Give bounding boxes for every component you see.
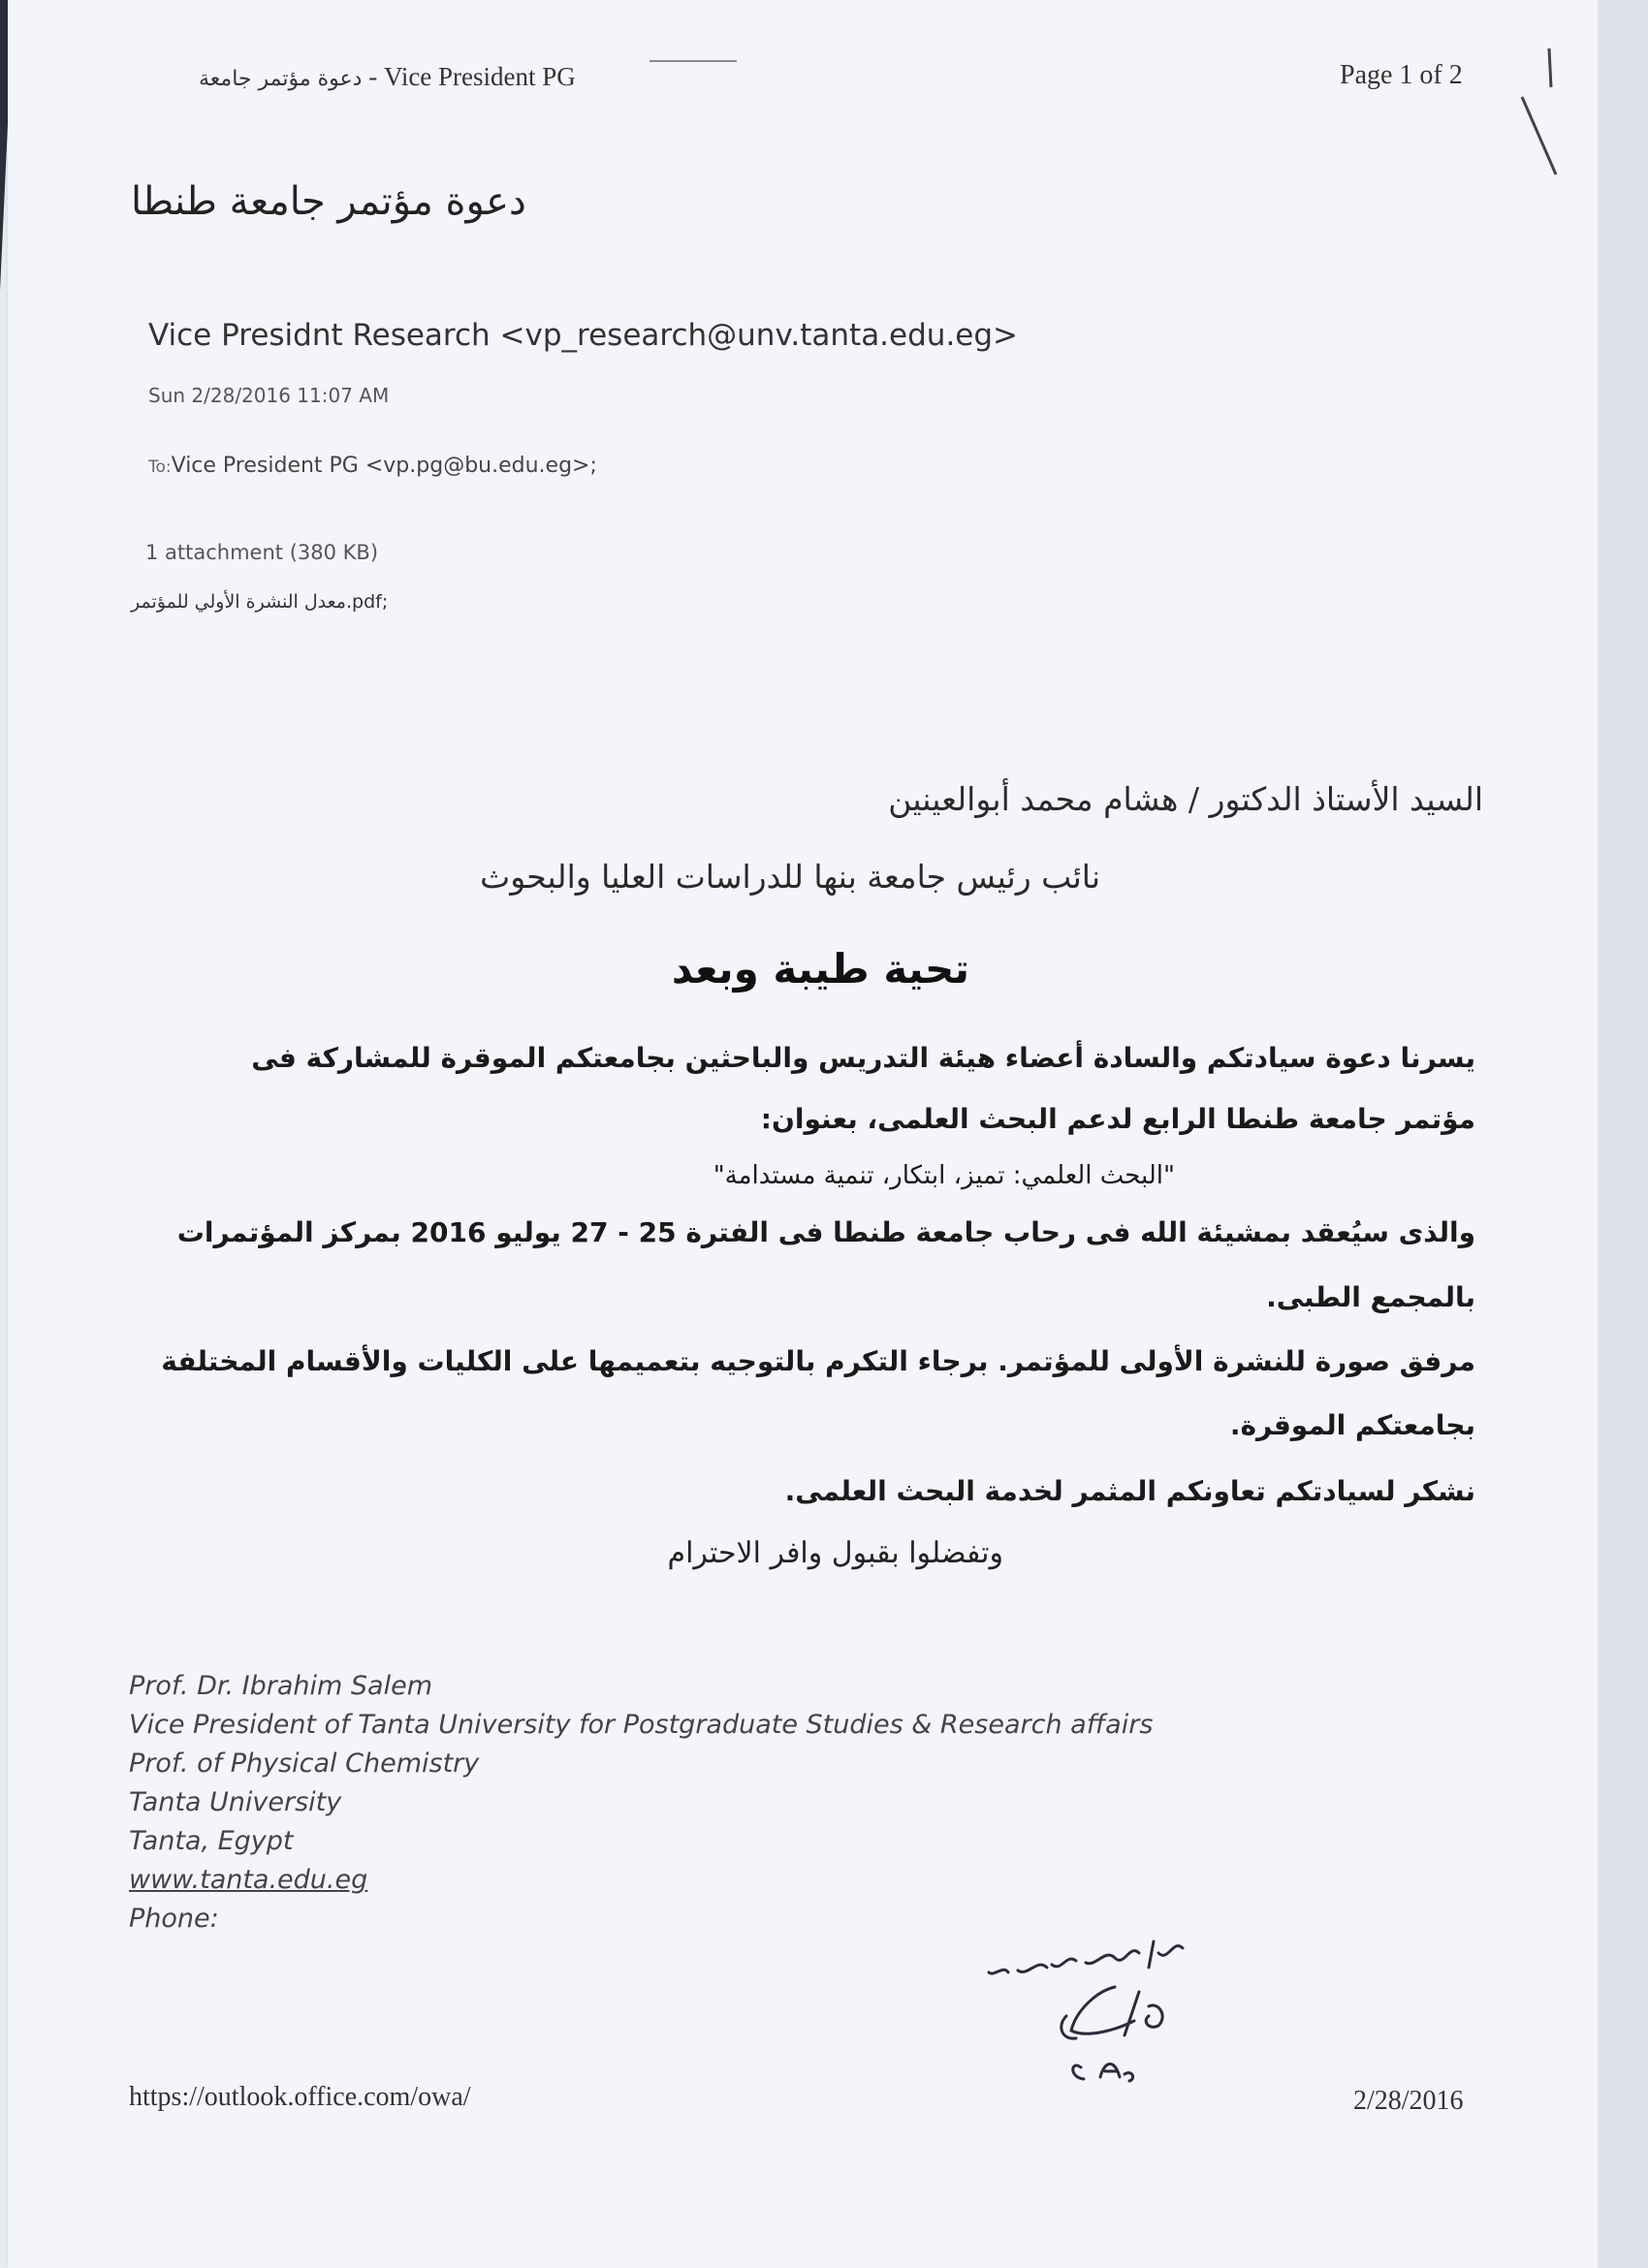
- signature-university: Tanta University: [129, 1787, 342, 1817]
- pen-mark: [1512, 48, 1580, 184]
- conference-theme: "البحث العلمي: تميز، ابتكار، تنمية مستدامة": [713, 1161, 1175, 1190]
- print-header-title-arabic: دعوة مؤتمر جامعة: [199, 67, 363, 91]
- footer-date: 2/28/2016: [1353, 2086, 1464, 2116]
- email-sender: Vice Presidnt Research <vp_research@unv.tanta.edu.eg>: [148, 318, 1019, 353]
- attachment-count: 1 attachment (380 KB): [145, 541, 379, 564]
- letter-line: بجامعتكم الموقرة.: [1229, 1409, 1475, 1441]
- signature-position: Vice President of Tanta University for Postgraduate Studies & Research affairs: [129, 1710, 1154, 1740]
- signature-website-link[interactable]: www.tanta.edu.eg: [129, 1865, 368, 1895]
- letter-salutation: السيد الأستاذ الدكتور / هشام محمد أبوالعينين: [888, 780, 1483, 818]
- email-to-label: To:: [148, 457, 172, 477]
- handwritten-annotation: [979, 1924, 1212, 2089]
- attachment-file-name: معدل النشرة الأولي للمؤتمر.pdf;: [131, 591, 389, 613]
- scanner-margin-strip: [1598, 0, 1648, 2268]
- print-header-title-separator: -: [362, 62, 384, 91]
- header-pen-stroke: [650, 60, 737, 62]
- letter-line: مؤتمر جامعة طنطا الرابع لدعم البحث العلمى، بعنوان:: [760, 1103, 1475, 1135]
- letter-line: نشكر لسيادتكم تعاونكم المثمر لخدمة البحث العلمى.: [784, 1475, 1475, 1507]
- signature-phone-label: Phone:: [129, 1904, 219, 1934]
- print-header-title: [199, 62, 576, 92]
- email-recipient-line: [148, 454, 597, 478]
- email-recipient: Vice President PG <vp.pg@bu.edu.eg>;: [171, 454, 597, 478]
- print-header-title-sender: Vice President PG: [383, 62, 576, 91]
- email-subject: دعوة مؤتمر جامعة طنطا: [131, 179, 526, 224]
- signature-location: Tanta, Egypt: [129, 1826, 294, 1856]
- letter-closing: وتفضلوا بقبول وافر الاحترام: [667, 1536, 1003, 1570]
- signature-name: Prof. Dr. Ibrahim Salem: [129, 1671, 433, 1701]
- letter-addressee-title: نائب رئيس جامعة بنها للدراسات العليا والبحوث: [480, 858, 1100, 896]
- footer-url: https://outlook.office.com/owa/: [129, 2082, 471, 2112]
- letter-line: مرفق صورة للنشرة الأولى للمؤتمر. برجاء التكرم بالتوجيه بتعميمها على الكليات والأقسام المختلفة: [161, 1345, 1475, 1377]
- letter-line: يسرنا دعوة سيادتكم والسادة أعضاء هيئة التدريس والباحثين بجامعتكم الموقرة للمشاركة فى: [251, 1042, 1475, 1074]
- letter-greeting: تحية طيبة وبعد: [671, 945, 969, 992]
- signature-specialty: Prof. of Physical Chemistry: [129, 1748, 480, 1779]
- page-indicator: Page 1 of 2: [1340, 60, 1463, 90]
- email-sent-date: Sun 2/28/2016 11:07 AM: [148, 384, 390, 407]
- letter-line: بالمجمع الطبى.: [1266, 1281, 1475, 1313]
- letter-line: والذى سيُعقد بمشيئة الله فى رحاب جامعة طنطا فى الفترة 25 - 27 يوليو 2016 بمركز المؤتمرات: [176, 1216, 1475, 1248]
